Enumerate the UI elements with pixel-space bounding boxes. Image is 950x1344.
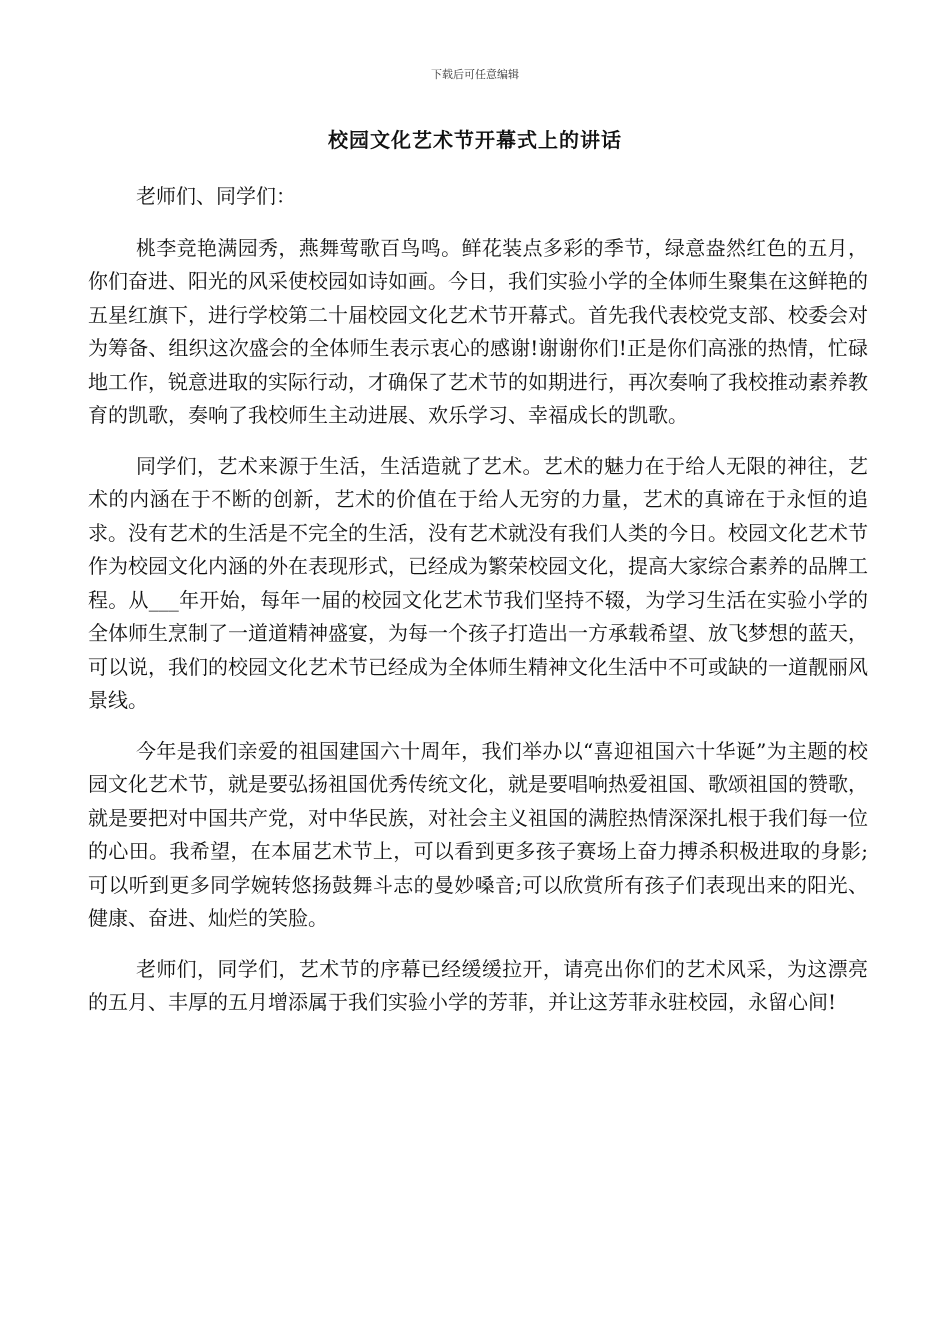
document-title: 校园文化艺术节开幕式上的讲话 [328,128,622,152]
header-note: 下载后可任意编辑 [431,68,519,81]
paragraph-2: 同学们，艺术来源于生活，生活造就了艺术。艺术的魅力在于给人无限的神往，艺术的内涵在于不断的创新，艺术的价值在于给人无穷的力量，艺术的真谛在于永恒的追求。没有艺术的生活是不完全的生活，没有艺术就没有我们人类的今日。校园文化艺术节作为校园文化内涵的外在表现形式，已经成为繁荣校园文化，提高大家综合素养的品牌工程。从___年开始，每年一届的校园文化艺术节我们坚持不辍，为学习生活在实验小学的全体师生烹制了一道道精神盛宴，为每一个孩子打造出一方承载希望、放飞梦想的蓝天，可以说，我们的校园文化艺术节已经成为全体师生精神文化生活中不可或缺的一道靓丽风景线。 [88,453,868,712]
paragraph-3: 今年是我们亲爱的祖国建国六十周年，我们举办以“喜迎祖国六十华诞”为主题的校园文化艺术节，就是要弘扬祖国优秀传统文化，就是要唱响热爱祖国、歌颂祖国的赞歌，就是要把对中国共产党，对中华民族，对社会主义祖国的满腔热情深深扎根于我们每一位的心田。我希望，在本届艺术节上，可以看到更多孩子赛场上奋力搏杀积极进取的身影;可以听到更多同学婉转悠扬鼓舞斗志的曼妙嗓音;可以欣赏所有孩子们表现出来的阳光、健康、奋进、灿烂的笑脸。 [88,738,868,930]
document-body [88,180,868,1037]
paragraph-4: 老师们，同学们，艺术节的序幕已经缓缓拉开，请亮出你们的艺术风采，为这漂亮的五月、丰厚的五月增添属于我们实验小学的芳菲，并让这芳菲永驻校园，永留心间! [88,956,868,1014]
salutation: 老师们、同学们： [136,184,296,208]
paragraph-1: 桃李竞艳满园秀，燕舞莺歌百鸟鸣。鲜花装点多彩的季节，绿意盎然红色的五月，你们奋进、阳光的风采使校园如诗如画。今日，我们实验小学的全体师生聚集在这鲜艳的五星红旗下，进行学校第二十届校园文化艺术节开幕式。首先我代表校党支部、校委会对为筹备、组织这次盛会的全体师生表示衷心的感谢!谢谢你们!正是你们高涨的热情，忙碌地工作，锐意进取的实际行动，才确保了艺术节的如期进行，再次奏响了我校推动素养教育的凯歌，奏响了我校师生主动进展、欢乐学习、幸福成长的凯歌。 [88,235,868,427]
